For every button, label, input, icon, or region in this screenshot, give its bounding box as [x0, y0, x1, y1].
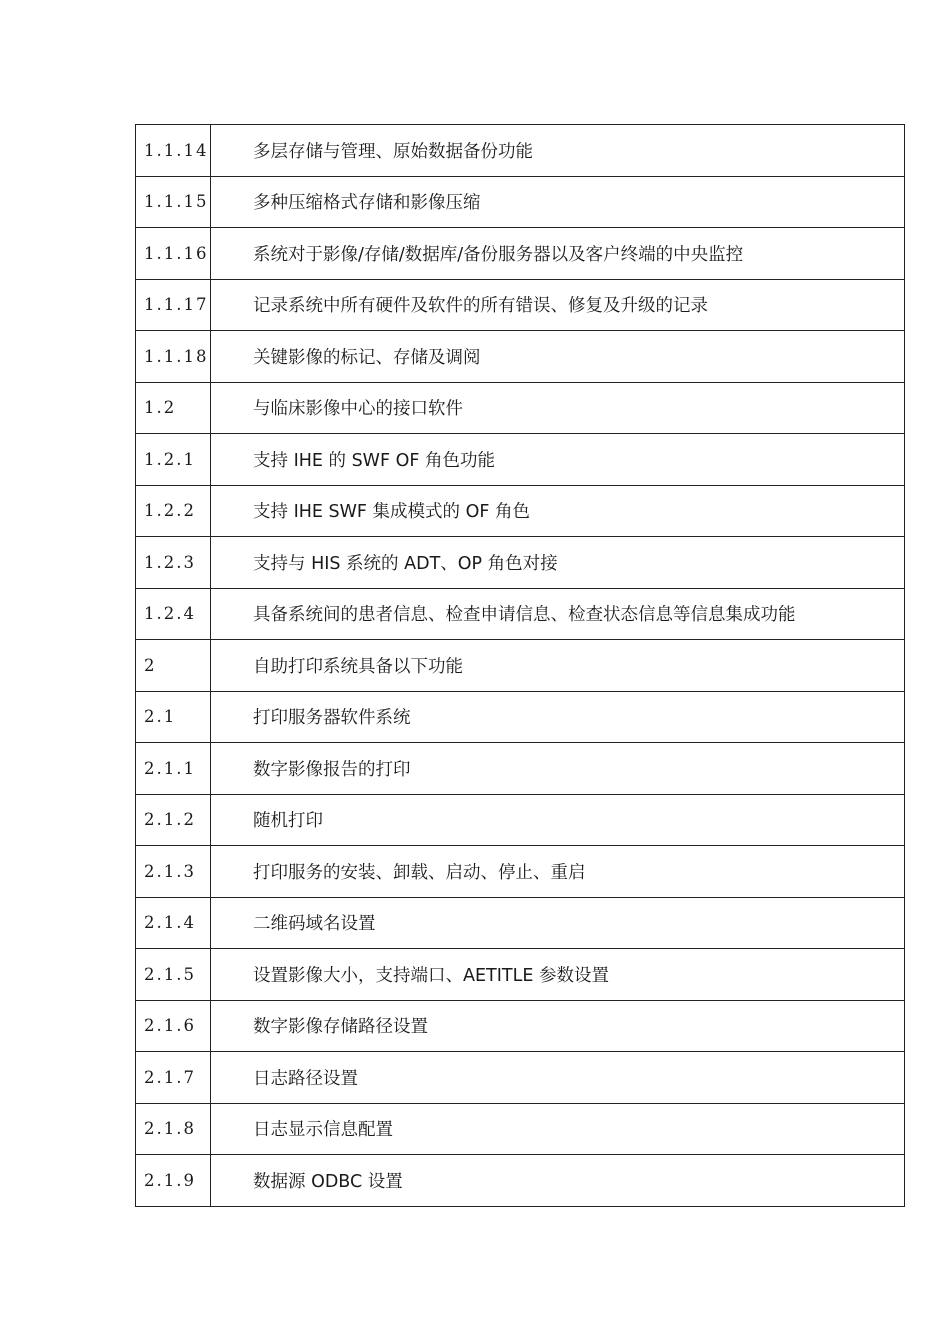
table-row: [136, 588, 905, 640]
row-number: 1.1.18: [136, 331, 211, 383]
table-row: [136, 485, 905, 537]
row-number: 1.1.15: [136, 176, 211, 228]
row-description: 支持与 HIS 系统的 ADT、OP 角色对接: [211, 537, 905, 589]
row-number: 2.1: [136, 691, 211, 743]
row-description: 关键影像的标记、存储及调阅: [211, 331, 905, 383]
table-row: [136, 176, 905, 228]
row-description: 打印服务的安装、卸载、启动、停止、重启: [211, 846, 905, 898]
row-number: 2.1.2: [136, 794, 211, 846]
table-row: [136, 846, 905, 898]
row-number: 1.2.3: [136, 537, 211, 589]
table-row: [136, 331, 905, 383]
row-description: 多层存储与管理、原始数据备份功能: [211, 125, 905, 177]
row-description: 系统对于影像/存储/数据库/备份服务器以及客户终端的中央监控: [211, 228, 905, 280]
row-description: 记录系统中所有硬件及软件的所有错误、修复及升级的记录: [211, 279, 905, 331]
row-description: 随机打印: [211, 794, 905, 846]
table-row: [136, 691, 905, 743]
row-description: 打印服务器软件系统: [211, 691, 905, 743]
table-row: [136, 640, 905, 692]
row-description: 与临床影像中心的接口软件: [211, 382, 905, 434]
row-description: 支持 IHE SWF 集成模式的 OF 角色: [211, 485, 905, 537]
row-description: 数据源 ODBC 设置: [211, 1155, 905, 1207]
row-number: 1.2: [136, 382, 211, 434]
row-description: 数字影像存储路径设置: [211, 1000, 905, 1052]
row-number: 1.2.4: [136, 588, 211, 640]
row-number: 1.2.2: [136, 485, 211, 537]
row-number: 2.1.9: [136, 1155, 211, 1207]
row-number: 1.1.17: [136, 279, 211, 331]
row-number: 2.1.6: [136, 1000, 211, 1052]
row-number: 2.1.5: [136, 949, 211, 1001]
row-number: 2.1.7: [136, 1052, 211, 1104]
table-row: [136, 1000, 905, 1052]
table-row: [136, 1052, 905, 1104]
spec-table: [135, 124, 905, 1207]
row-description: 自助打印系统具备以下功能: [211, 640, 905, 692]
table-row: [136, 897, 905, 949]
table-row: [136, 537, 905, 589]
row-number: 1.1.16: [136, 228, 211, 280]
row-number: 1.1.14: [136, 125, 211, 177]
row-number: 2.1.4: [136, 897, 211, 949]
table-row: [136, 743, 905, 795]
table-row: [136, 125, 905, 177]
row-description: 日志显示信息配置: [211, 1103, 905, 1155]
row-number: 2: [136, 640, 211, 692]
row-number: 2.1.1: [136, 743, 211, 795]
row-description: 支持 IHE 的 SWF OF 角色功能: [211, 434, 905, 486]
table-row: [136, 228, 905, 280]
table-row: [136, 1155, 905, 1207]
table-row: [136, 434, 905, 486]
row-description: 设置影像大小，支持端口、AETITLE 参数设置: [211, 949, 905, 1001]
row-description: 日志路径设置: [211, 1052, 905, 1104]
row-description: 二维码域名设置: [211, 897, 905, 949]
row-description: 多种压缩格式存储和影像压缩: [211, 176, 905, 228]
table-row: [136, 949, 905, 1001]
row-number: 1.2.1: [136, 434, 211, 486]
table-row: [136, 794, 905, 846]
table-row: [136, 279, 905, 331]
row-description: 数字影像报告的打印: [211, 743, 905, 795]
table-row: [136, 382, 905, 434]
row-number: 2.1.3: [136, 846, 211, 898]
row-description: 具备系统间的患者信息、检查申请信息、检查状态信息等信息集成功能: [211, 588, 905, 640]
row-number: 2.1.8: [136, 1103, 211, 1155]
table-row: [136, 1103, 905, 1155]
